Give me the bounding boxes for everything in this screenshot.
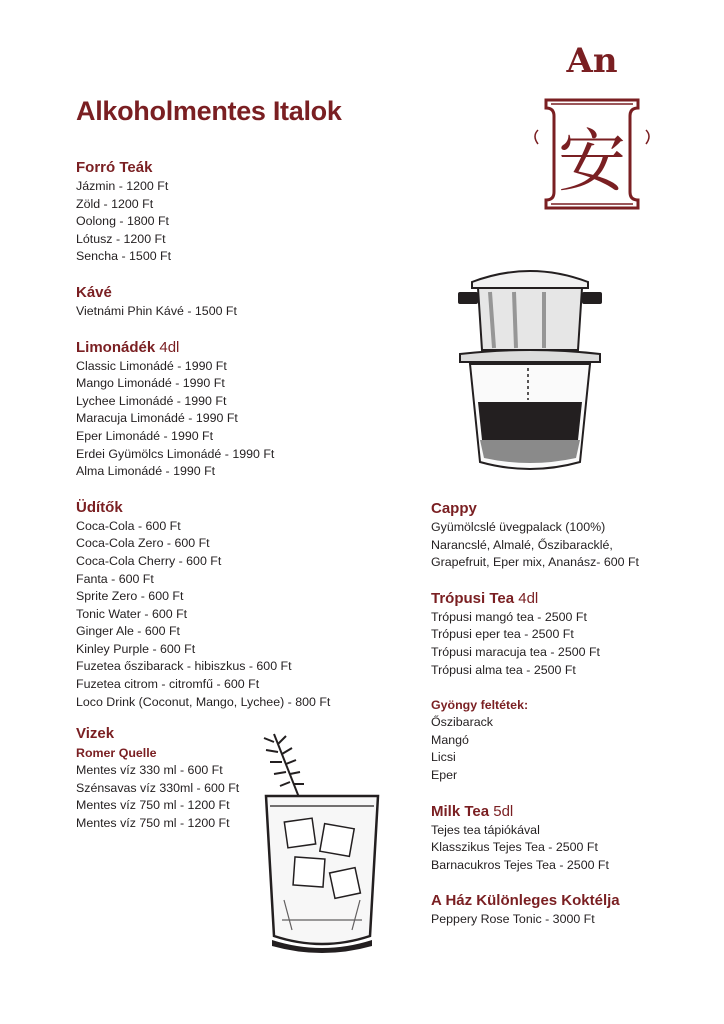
menu-item: Classic Limonádé - 1990 Ft [76, 358, 227, 373]
menu-item: Kinley Purple - 600 Ft [76, 641, 196, 656]
section-hot-tea [76, 158, 406, 266]
section-heading [76, 338, 406, 358]
menu-item: Fuzetea őszibarack - hibiszkus - 600 Ft [76, 659, 292, 674]
section-pearl-toppings [431, 696, 721, 784]
section-heading-text: Milk Tea [431, 802, 490, 820]
menu-item: Szénsavas víz 330ml - 600 Ft [76, 780, 240, 795]
section-heading: Üdítők [76, 498, 123, 516]
logo-glyph: 安 [557, 123, 627, 202]
section-heading-size: 5dl [489, 802, 514, 820]
menu-item: Lótusz - 1200 Ft [76, 231, 166, 246]
phin-coffee-illustration [454, 262, 606, 476]
section-heading: Vizek [76, 725, 115, 743]
menu-item: Sprite Zero - 600 Ft [76, 589, 184, 604]
menu-item: Trópusi mangó tea - 2500 Ft [431, 609, 587, 624]
menu-item: Lychee Limonádé - 1990 Ft [76, 393, 227, 408]
menu-item: Coca-Cola Zero - 600 Ft [76, 536, 210, 551]
section-heading [431, 802, 721, 822]
menu-item: Narancslé, Almalé, Őszibaracklé, [431, 537, 613, 552]
section-heading-text: Trópusi Tea [431, 589, 515, 607]
section-milk-tea [431, 802, 721, 875]
section-subheading: Romer Quelle [76, 746, 157, 761]
menu-item: Mango Limonádé - 1990 Ft [76, 376, 225, 391]
section-tropical-tea [431, 589, 721, 679]
logo-text: An [566, 41, 618, 81]
section-heading-size: 4dl [514, 589, 539, 607]
menu-item: Trópusi eper tea - 2500 Ft [431, 627, 574, 642]
section-soft-drinks [76, 498, 406, 712]
section-subheading: Gyöngy feltétek: [431, 698, 529, 713]
right-column [431, 499, 721, 929]
menu-item: Oolong - 1800 Ft [76, 214, 169, 229]
menu-item: Trópusi maracuja tea - 2500 Ft [431, 644, 600, 659]
menu-item: Erdei Gyümölcs Limonádé - 1990 Ft [76, 446, 275, 461]
menu-item: Tejes tea tápiókával [431, 822, 540, 837]
menu-item: Loco Drink (Coconut, Mango, Lychee) - 800 Ft [76, 694, 331, 709]
menu-item: Tonic Water - 600 Ft [76, 606, 188, 621]
menu-item: Klasszikus Tejes Tea - 2500 Ft [431, 840, 598, 855]
section-heading: Forró Teák [76, 159, 153, 176]
section-house-cocktail [431, 891, 721, 929]
section-heading [431, 589, 721, 609]
restaurant-logo [530, 40, 654, 220]
menu-item: Mangó [431, 732, 469, 747]
menu-item: Eper [431, 767, 458, 782]
menu-item: Mentes víz 330 ml - 600 Ft [76, 763, 223, 778]
menu-item: Fuzetea citrom - citromfű - 600 Ft [76, 677, 260, 692]
menu-item: Licsi [431, 750, 456, 765]
section-heading-size: 4dl [155, 338, 180, 356]
menu-item: Gyümölcslé üvegpalack (100%) [431, 520, 606, 534]
menu-item: Peppery Rose Tonic - 3000 Ft [431, 912, 595, 927]
section-cappy [431, 499, 721, 572]
menu-item: Eper Limonádé - 1990 Ft [76, 428, 214, 443]
section-heading-text: Limonádék [76, 338, 156, 356]
section-heading: A Ház Különleges Koktélja [431, 892, 620, 910]
menu-item: Barnacukros Tejes Tea - 2500 Ft [431, 857, 609, 872]
menu-item: Őszibarack [431, 715, 493, 730]
menu-item: Sencha - 1500 Ft [76, 249, 172, 264]
menu-item: Vietnámi Phin Kávé - 1500 Ft [76, 303, 237, 318]
menu-item: Coca-Cola - 600 Ft [76, 518, 181, 533]
menu-item: Jázmin - 1200 Ft [76, 179, 169, 193]
menu-item: Grapefruit, Eper mix, Ananász- 600 Ft [431, 555, 639, 570]
menu-item: Mentes víz 750 ml - 1200 Ft [76, 798, 230, 813]
page-title: Alkoholmentes Italok [76, 96, 342, 126]
menu-item: Zöld - 1200 Ft [76, 196, 154, 211]
menu-item: Alma Limonádé - 1990 Ft [76, 464, 216, 479]
menu-item: Trópusi alma tea - 2500 Ft [431, 662, 576, 677]
section-heading: Kávé [76, 283, 112, 301]
section-coffee [76, 283, 406, 321]
menu-item: Ginger Ale - 600 Ft [76, 624, 180, 639]
tonic-glass-illustration [252, 730, 392, 956]
section-heading: Cappy [431, 500, 477, 517]
menu-item: Coca-Cola Cherry - 600 Ft [76, 553, 222, 568]
menu-item: Mentes víz 750 ml - 1200 Ft [76, 816, 230, 831]
section-lemonades [76, 338, 406, 481]
menu-item: Fanta - 600 Ft [76, 571, 154, 586]
menu-item: Maracuja Limonádé - 1990 Ft [76, 411, 238, 426]
